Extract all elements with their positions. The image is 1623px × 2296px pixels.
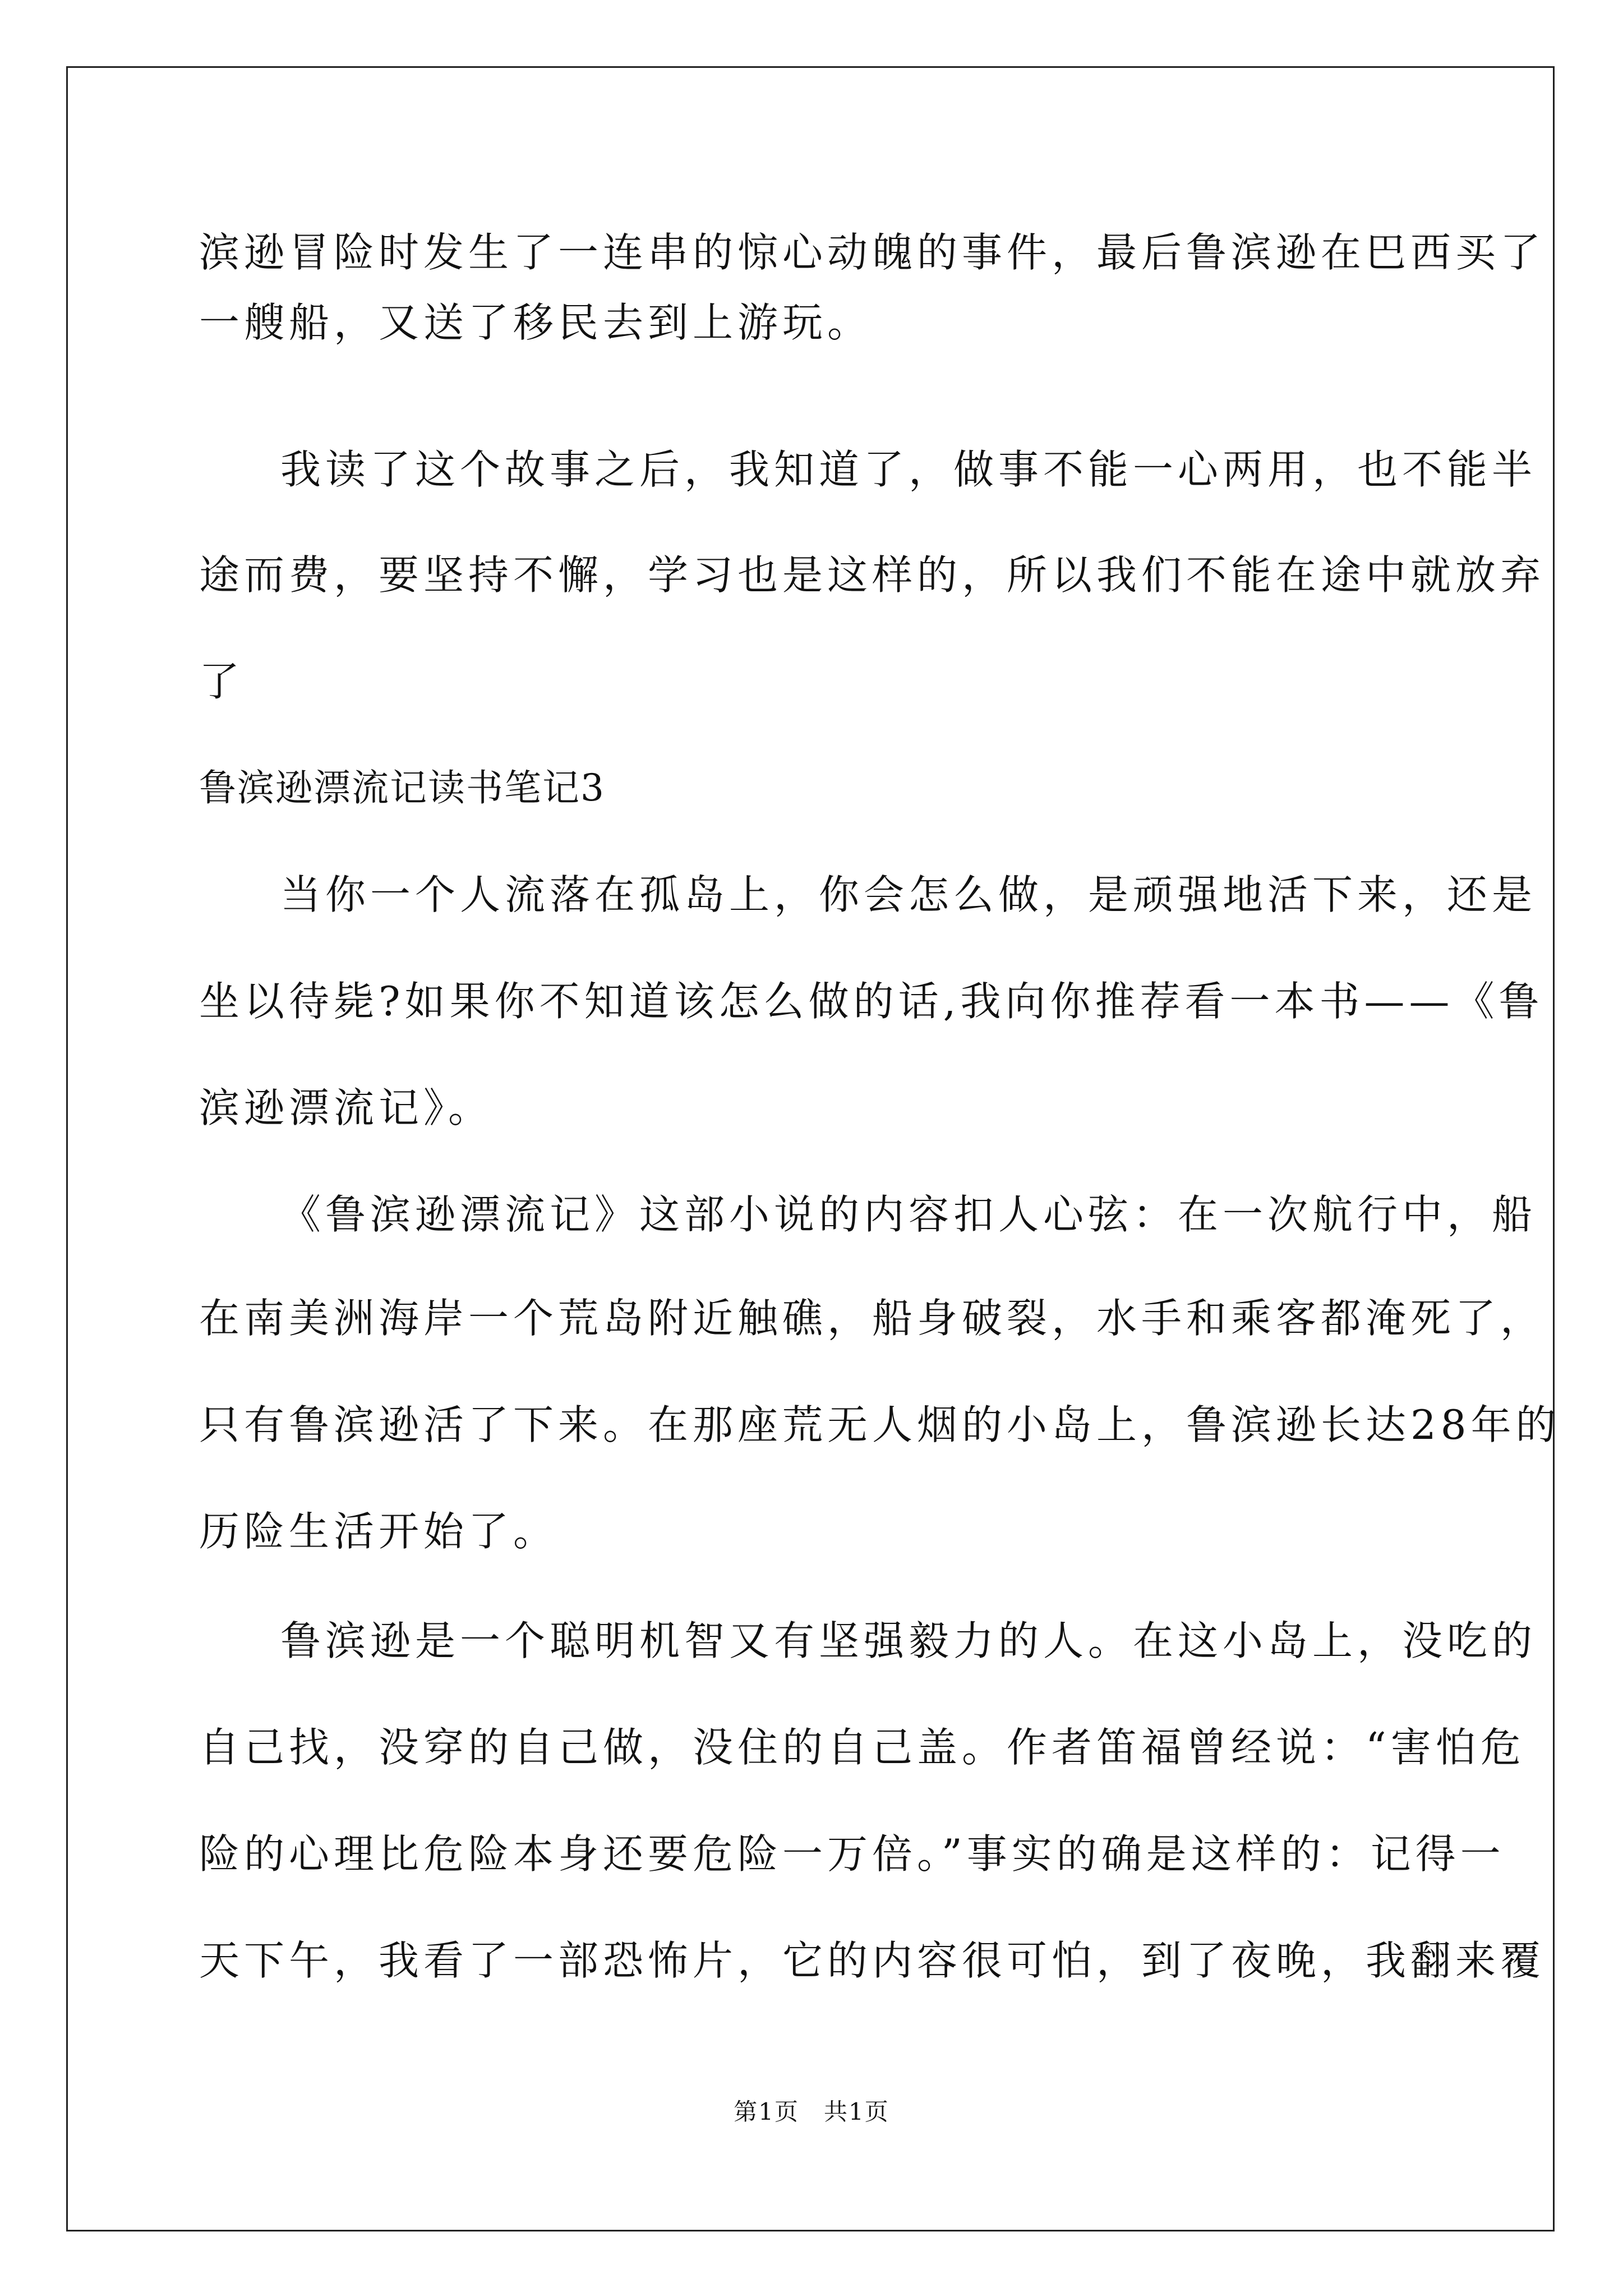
- text-line: 坐以待毙?如果你不知道该怎么做的话,我向你推荐看一本书——《鲁: [199, 978, 1544, 1025]
- text-line: 险的心理比危险本身还要危险一万倍。”事实的确是这样的：记得一: [199, 1830, 1505, 1878]
- paragraph-first-line: 《鲁滨逊漂流记》这部小说的内容扣人心弦：在一次航行中，船: [280, 1191, 1537, 1238]
- section-heading: 鲁滨逊漂流记读书笔记3: [199, 766, 605, 809]
- text-line: 在南美洲海岸一个荒岛附近触礁，船身破裂，水手和乘客都淹死了，: [199, 1295, 1546, 1342]
- text-line: 历险生活开始了。: [199, 1508, 559, 1555]
- text-line: 只有鲁滨逊活了下来。在那座荒无人烟的小岛上，鲁滨逊长达28年的: [199, 1401, 1561, 1448]
- text-line: 一艘船，又送了移民去到上游玩。: [199, 299, 873, 346]
- text-line: 滨逊漂流记》。: [199, 1084, 494, 1131]
- page-footer: 第1页 共1页: [734, 2098, 889, 2125]
- text-line: 天下午，我看了一部恐怖片，它的内容很可怕，到了夜晚，我翻来覆: [199, 1937, 1546, 1984]
- text-line: 途而费，要坚持不懈，学习也是这样的，所以我们不能在途中就放弃: [199, 551, 1546, 599]
- page-border: [66, 66, 1555, 2231]
- text-line: 滨逊冒险时发生了一连串的惊心动魄的事件，最后鲁滨逊在巴西买了: [199, 229, 1546, 276]
- paragraph-first-line: 鲁滨逊是一个聪明机智又有坚强毅力的人。在这小岛上，没吃的: [280, 1617, 1537, 1664]
- paragraph-first-line: 我读了这个故事之后，我知道了，做事不能一心两用，也不能半: [280, 446, 1537, 493]
- text-line: 了: [199, 658, 245, 705]
- paragraph-first-line: 当你一个人流落在孤岛上，你会怎么做，是顽强地活下来，还是: [280, 871, 1537, 918]
- text-line: 自己找，没穿的自己做，没住的自己盖。作者笛福曾经说：“害怕危: [199, 1724, 1525, 1771]
